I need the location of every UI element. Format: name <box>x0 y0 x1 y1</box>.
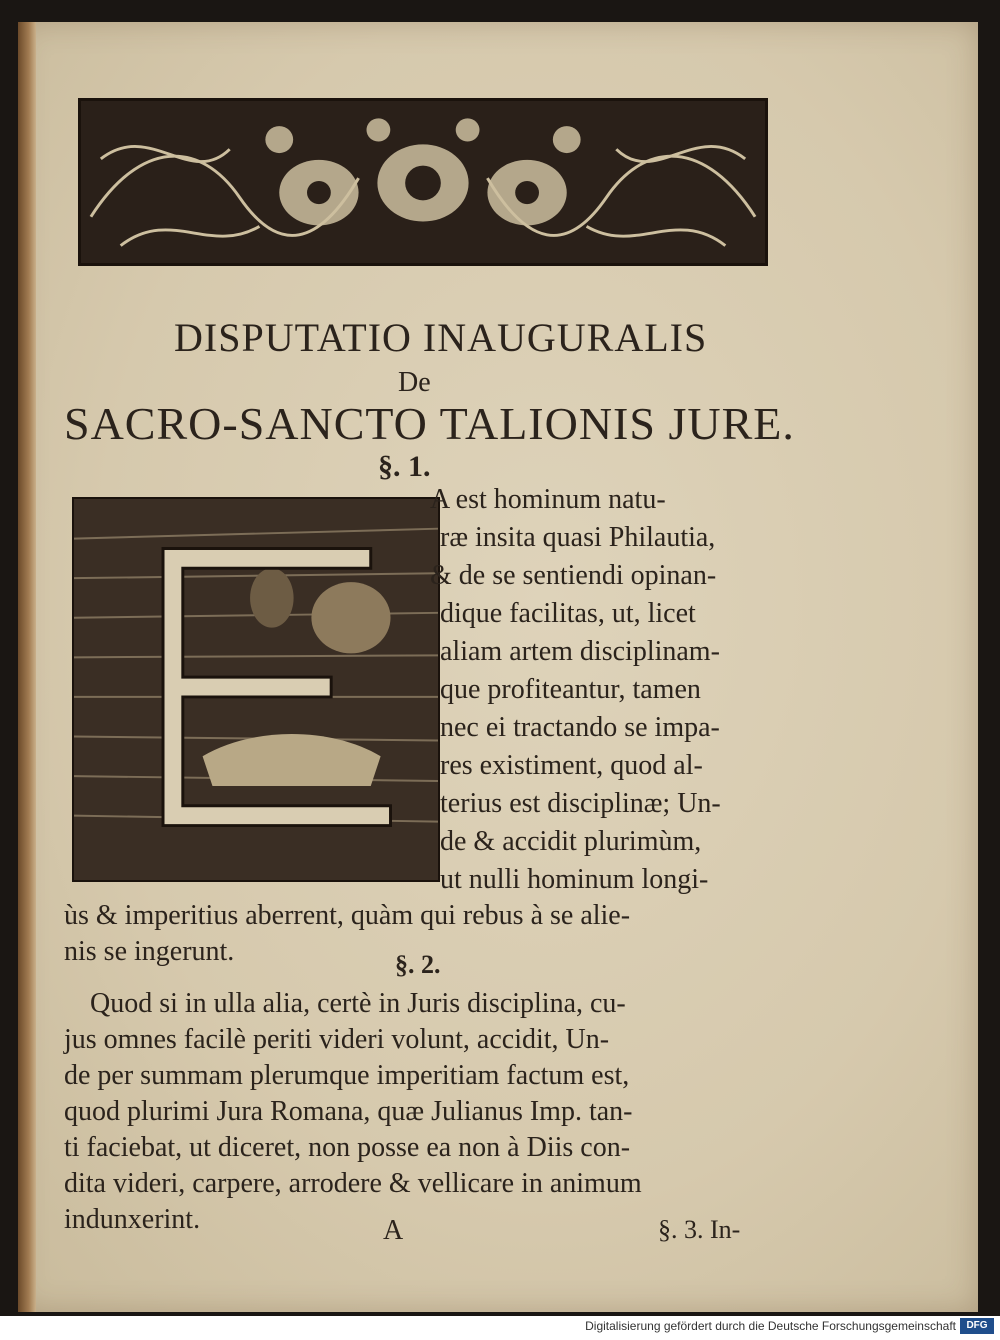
section-1-line: ræ insita quasi Philautia, <box>440 522 716 553</box>
book-spine-edge <box>18 22 36 1312</box>
section-1-line: terius est disciplinæ; Un- <box>440 788 721 819</box>
section-2-line: Quod si in ulla alia, certè in Juris disciplina, cu- <box>90 988 626 1019</box>
section-1-line: aliam artem disciplinam- <box>440 636 720 667</box>
title-line-2: De <box>398 367 431 398</box>
section-1-line: & de se sentiendi opinan- <box>430 560 717 591</box>
signature-mark: A <box>383 1215 404 1246</box>
section-1-line: res existiment, quod al- <box>440 750 703 781</box>
section-1-line: ùs & imperitius aberrent, quàm qui rebus à se alie- <box>64 900 631 931</box>
section-2-line: quod plurimi Jura Romana, quæ Julianus Imp. tan- <box>64 1096 633 1127</box>
book-page <box>18 22 978 1312</box>
section-2-line: dita videri, carpere, arrodere & vellicare in animum <box>64 1168 642 1199</box>
digitization-credit: Digitalisierung gefördert durch die Deutsche Forschungsgemeinschaft <box>585 1319 956 1333</box>
section-1-line: de & accidit plurimùm, <box>440 826 702 857</box>
section-2-line: ti faciebat, ut diceret, non posse ea non à Diis con- <box>64 1132 631 1163</box>
title-line-1: DISPUTATIO INAUGURALIS <box>174 315 708 360</box>
catchword: §. 3. In- <box>658 1215 741 1244</box>
decorated-initial-e <box>72 497 440 882</box>
section-2-line: indunxerint. <box>64 1204 201 1235</box>
section-2-heading: §. 2. <box>395 950 441 979</box>
section-2-line: jus omnes facilè periti videri volunt, accidit, Un- <box>64 1024 610 1055</box>
ornamental-headpiece <box>78 98 768 266</box>
section-2-line: de per summam plerumque imperitiam factum est, <box>64 1060 630 1091</box>
section-1-line: A est hominum natu- <box>430 484 666 515</box>
title-line-3: SACRO-SANCTO TALIONIS JURE. <box>64 398 795 449</box>
section-1-line: ut nulli hominum longi- <box>440 864 709 895</box>
section-1-heading: §. 1. <box>378 450 431 483</box>
section-1-line: nec ei tractando se impa- <box>440 712 720 743</box>
section-1-line: dique facilitas, ut, licet <box>440 598 696 629</box>
section-1-line: nis se ingerunt. <box>64 936 235 967</box>
dfg-logo-icon: DFG <box>960 1318 994 1334</box>
section-1-line: que profiteantur, tamen <box>440 674 701 705</box>
